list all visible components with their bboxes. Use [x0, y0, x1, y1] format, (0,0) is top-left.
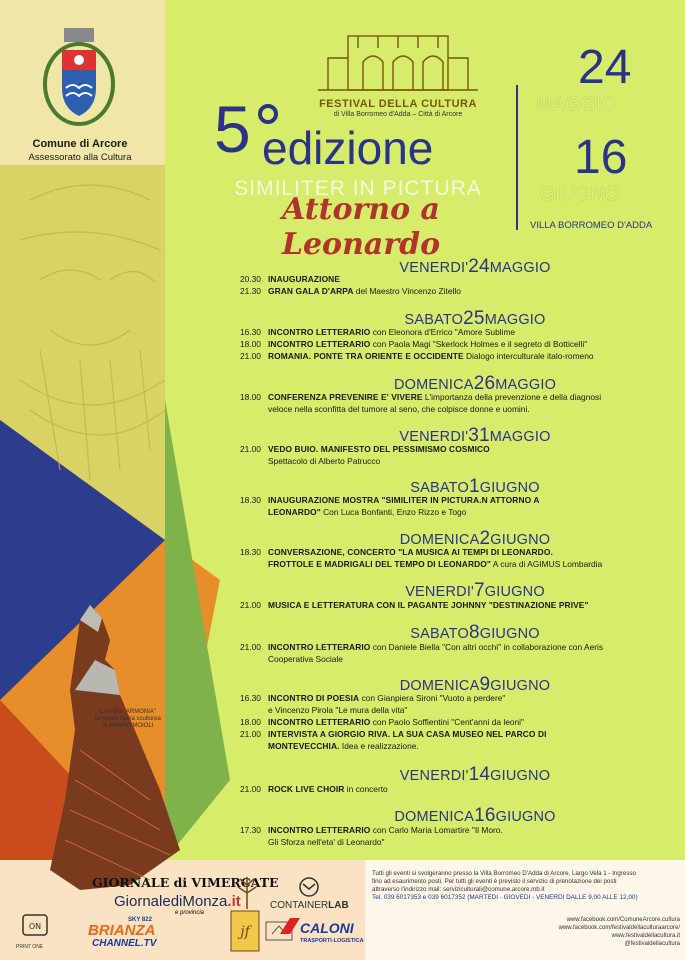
svg-text:ON: ON — [28, 922, 42, 931]
sponsor-badge-icon — [230, 910, 260, 952]
giornale-monza-logo: GiornalediMonza.it — [114, 893, 241, 910]
day-header: DOMENICA9GIUGNO — [399, 674, 551, 695]
event-item: 21.30 GRAN GALA D'ARPA del Maestro Vincenzo Zitello — [240, 286, 461, 296]
event-item: 18.00 CONFERENZA PREVENIRE E' VIVERE L'importanza della prevenzione e della diagnosi veloce nella sconfitta del tumore al seno, che colpisce donne e uomini. — [240, 392, 602, 414]
end-month: GIUGNO — [540, 184, 621, 205]
event-item: 20.30 INAUGURAZIONE — [240, 274, 341, 284]
day-header: VENERDI'14GIUGNO — [399, 764, 551, 785]
day-header: SABATO8GIUGNO — [410, 622, 540, 643]
channel-tv-logo: CHANNEL.TV — [92, 938, 157, 949]
villa-name: VILLA BORROMEO D'ADDA — [530, 220, 653, 231]
day-header: DOMENICA2GIUGNO — [399, 528, 551, 549]
edition-word: edizione — [262, 122, 434, 174]
festival-title: FESTIVAL DELLA CULTURA — [319, 98, 477, 110]
wheat-logo-icon — [232, 875, 262, 911]
day-header: VENERDI'24MAGGIO — [399, 256, 551, 277]
start-day: 24 — [578, 41, 632, 94]
day-header: DOMENICA16GIUGNO — [394, 805, 556, 826]
event-item: 21.00 ROMANIA. PONTE TRA ORIENTE E OCCIDENTE Dialogo interculturale italo-romeno — [240, 351, 594, 361]
event-item: 18.30 CONVERSAZIONE, CONCERTO "LA MUSICA AI TEMPI DI LEONARDO. FROTTOLE E MADRIGALI DEL TEMPO DI LEONARDO" A cura di AGIMUS Lombardia — [240, 547, 603, 569]
caloni-logo: CALONI — [300, 920, 354, 936]
facebook-link[interactable]: www.facebook.com/ComuneArcore.cultura — [566, 917, 680, 923]
website-link[interactable]: www.festivaldellacultura.it — [611, 933, 680, 939]
footer-info: Tutti gli eventi si svolgeranno presso la Villa Borromeo D'Adda di Arcore, Largo Vela 1 - Ingresso fino ad esaurimento posti. Per tutti gli eventi è previsto il servizio di prenotazione dei posti attraverso l'indirizzo mail: serviziculturali@comune.arcore.mb.it Tel. 039 6017353 e 039 6017352 (MARTEDI - GIOVEDI - VENERDI DALLE 9,00 ALLE 12,00) — [372, 870, 638, 901]
statue-icon — [20, 600, 190, 890]
day-header: DOMENICA26MAGGIO — [393, 373, 557, 394]
event-item: 18.30 INAUGURAZIONE MOSTRA "SIMILITER IN PICTURA.N ATTORNO A LEONARDO" Con Luca Bonfanti, Enzo Rizzo e Togo — [240, 495, 540, 517]
brianza-logo: BRIANZA — [88, 922, 156, 939]
end-day: 16 — [574, 131, 628, 184]
giornale-vimercate-logo: GIORNALE di VIMERCATE — [92, 875, 279, 890]
event-item: 16.30 INCONTRO DI POESIA con Gianpiera Sironi "Vuoto a perdere" e Vincenzo Pirola "Le mura della vita" — [240, 693, 506, 715]
footer-links — [496, 916, 680, 948]
event-item: 16.30 INCONTRO LETTERARIO con Eleonora d'Errico "Amore Sublime — [240, 327, 516, 337]
day-header: VENERDI'31MAGGIO — [399, 425, 551, 446]
instagram-link[interactable]: @festivaldellacultura — [624, 941, 680, 947]
assessorato: Assessorato alla Cultura — [28, 152, 132, 163]
theme-title: SIMILITER IN PICTURA — [234, 177, 482, 200]
event-item: 21.00 MUSICA E LETTERATURA CON IL PAGANTE JOHNNY "DESTINAZIONE PRIVE" — [240, 600, 589, 610]
event-item: 21.00 INTERVISTA A GIORGIO RIVA. LA SUA CASA MUSEO NEL PARCO DI MONTEVECCHIA. Idea e realizzazione. — [240, 729, 547, 751]
print-one-icon — [20, 912, 50, 942]
containerlab-logo: CONTAINERLAB — [270, 900, 349, 911]
festival-subtitle: di Villa Borromeo d'Adda – Città di Arcore — [333, 111, 463, 118]
print-one-label: PRINT ONE — [16, 944, 44, 950]
event-item: 18.00 INCONTRO LETTERARIO con Paolo Soffientini "Cent'anni da leoni" — [240, 717, 524, 727]
statue-caption: L'inedita "ARMONIA" la nuova opera scultorea di AMBRO MOIOLI — [95, 709, 161, 729]
containerlab-icon — [298, 876, 320, 898]
comune-name: Comune di Arcore — [32, 138, 128, 150]
monza-tagline: e provincia — [175, 910, 205, 916]
day-header: SABATO25MAGGIO — [404, 308, 546, 329]
event-item: 18.00 INCONTRO LETTERARIO con Paola Magi "Skerlock Holmes e il segreto di Botticelli" — [240, 339, 588, 349]
theme-subtitle: Attorno a Leonardo — [281, 192, 441, 262]
day-header: SABATO1GIUGNO — [410, 476, 540, 497]
comune-crest-icon — [40, 26, 118, 136]
edition-number: 5 — [214, 92, 251, 166]
villa-logo-icon — [318, 28, 478, 98]
event-item: 17.30 INCONTRO LETTERARIO con Carlo Maria Lomartire "Il Moro. Gli Sforza nell'eta' di Leonardo" — [240, 825, 503, 847]
header-divider — [516, 85, 518, 230]
event-item: 21.00 ROCK LIVE CHOIR in concerto — [240, 784, 388, 794]
event-item: 21.00 VEDO BUIO. MANIFESTO DEL PESSIMISMO COSMICO Spettacolo di Alberto Patrucco — [240, 444, 490, 466]
day-header: VENERDI'7GIUGNO — [405, 580, 545, 601]
caloni-tagline: TRASPORTI-LOGISTICA — [300, 938, 364, 944]
degree-circle-icon — [258, 104, 278, 124]
event-item: 21.00 INCONTRO LETTERARIO con Daniele Biella "Con altri occhi" in collaborazione con Aeris Cooperativa Sociale — [240, 642, 604, 664]
svg-text:jf: jf — [240, 924, 250, 940]
caloni-mark-icon — [280, 918, 300, 934]
facebook-link[interactable]: www.facebook.com/festivaldellaculturaarcore/ — [558, 925, 680, 931]
start-month: MAGGIO — [536, 94, 618, 115]
sky-label: SKY 822 — [128, 917, 152, 923]
